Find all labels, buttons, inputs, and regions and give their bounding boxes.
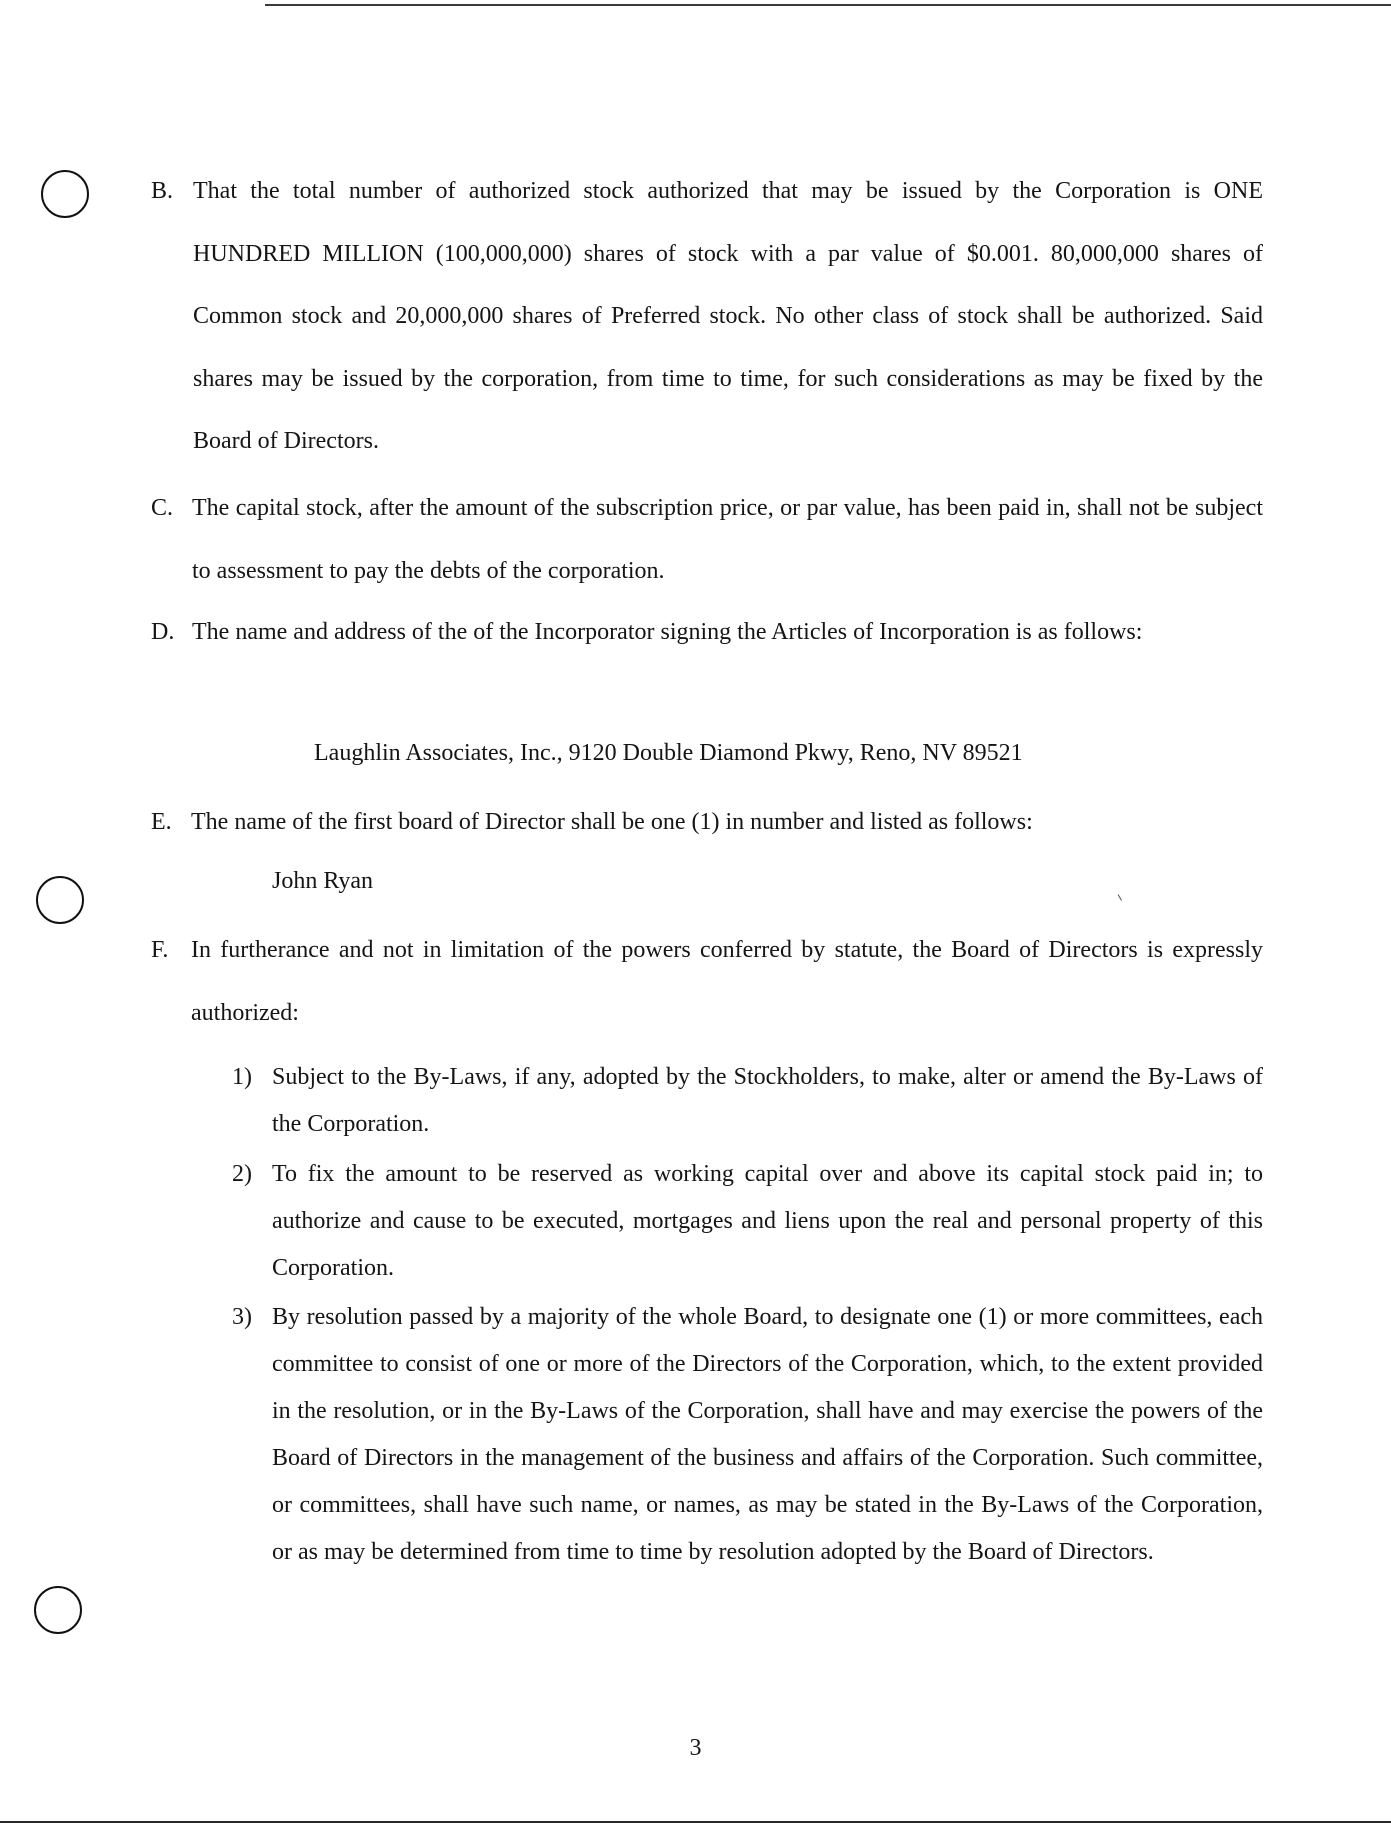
- paragraph-e: [151, 791, 1263, 854]
- list-item-3-text: By resolution passed by a majority of the whole Board, to designate one (1) or more committees, each committee to consist of one or more of the Directors of the Corporation, which, to the extent provided in the resolution, or in the By-Laws of the Corporation, shall have and may exercise the powers of the Board of Directors in the management of the business and affairs of the Corporation. Such committee, or committees, shall have such name, or names, as may be stated in the By-Laws of the Corporation, or as may be determined from time to time by resolution adopted by the Board of Directors.: [272, 1304, 1263, 1565]
- paragraph-c: [151, 477, 1263, 602]
- list-item-2-text: To fix the amount to be reserved as working capital over and above its capital stock paid in; to authorize and cause to be executed, mortgages and liens upon the real and personal property of this Corporation.: [272, 1161, 1263, 1281]
- paragraph-b-text: That the total number of authorized stock authorized that may be issued by the Corporation is ONE HUNDRED MILLION (100,000,000) shares of stock with a par value of $0.001. 80,000,000 shares of Common stock and 20,000,000 shares of Preferred stock. No other class of stock shall be authorized. Said shares may be issued by the corporation, from time to time, for such considerations as may be fixed by the Board of Directors.: [193, 178, 1263, 454]
- bottom-scan-rule: [0, 1821, 1391, 1823]
- stray-pen-mark: [1118, 892, 1126, 901]
- punch-hole-top: [41, 170, 89, 218]
- list-item-3-number: 3): [232, 1304, 252, 1330]
- top-scan-rule: [265, 4, 1391, 6]
- punch-hole-middle: [36, 876, 84, 924]
- list-item-1: [232, 1054, 1263, 1148]
- paragraph-d-text: The name and address of the of the Incorporator signing the Articles of Incorporation is as follows:: [192, 619, 1143, 645]
- paragraph-d-letter: D.: [151, 619, 175, 645]
- incorporator-address: Laughlin Associates, Inc., 9120 Double Diamond Pkwy, Reno, NV 89521: [314, 740, 1023, 766]
- paragraph-c-text: The capital stock, after the amount of the subscription price, or par value, has been paid in, shall not be subject to assessment to pay the debts of the corporation.: [192, 495, 1263, 584]
- list-item-3: [232, 1294, 1263, 1576]
- director-name: John Ryan: [272, 868, 374, 894]
- paragraph-e-letter: E.: [151, 809, 172, 835]
- list-item-1-number: 1): [232, 1064, 252, 1090]
- paragraph-f-text: In furtherance and not in limitation of the powers conferred by statute, the Board of Directors is expressly authorized:: [191, 937, 1263, 1026]
- list-item-2: [232, 1151, 1263, 1292]
- paragraph-b-letter: B.: [151, 178, 174, 204]
- paragraph-c-letter: C.: [151, 495, 174, 521]
- paragraph-f: [151, 919, 1263, 1044]
- paragraph-e-text: The name of the first board of Director shall be one (1) in number and listed as follows:: [191, 809, 1033, 835]
- paragraph-b: [151, 160, 1263, 473]
- list-item-2-number: 2): [232, 1161, 252, 1187]
- paragraph-f-letter: F.: [151, 937, 169, 963]
- page-number: 3: [689, 1735, 702, 1761]
- paragraph-d: [151, 601, 1263, 664]
- list-item-1-text: Subject to the By-Laws, if any, adopted by the Stockholders, to make, alter or amend the By-Laws of the Corporation.: [272, 1064, 1263, 1137]
- punch-hole-bottom: [34, 1586, 82, 1634]
